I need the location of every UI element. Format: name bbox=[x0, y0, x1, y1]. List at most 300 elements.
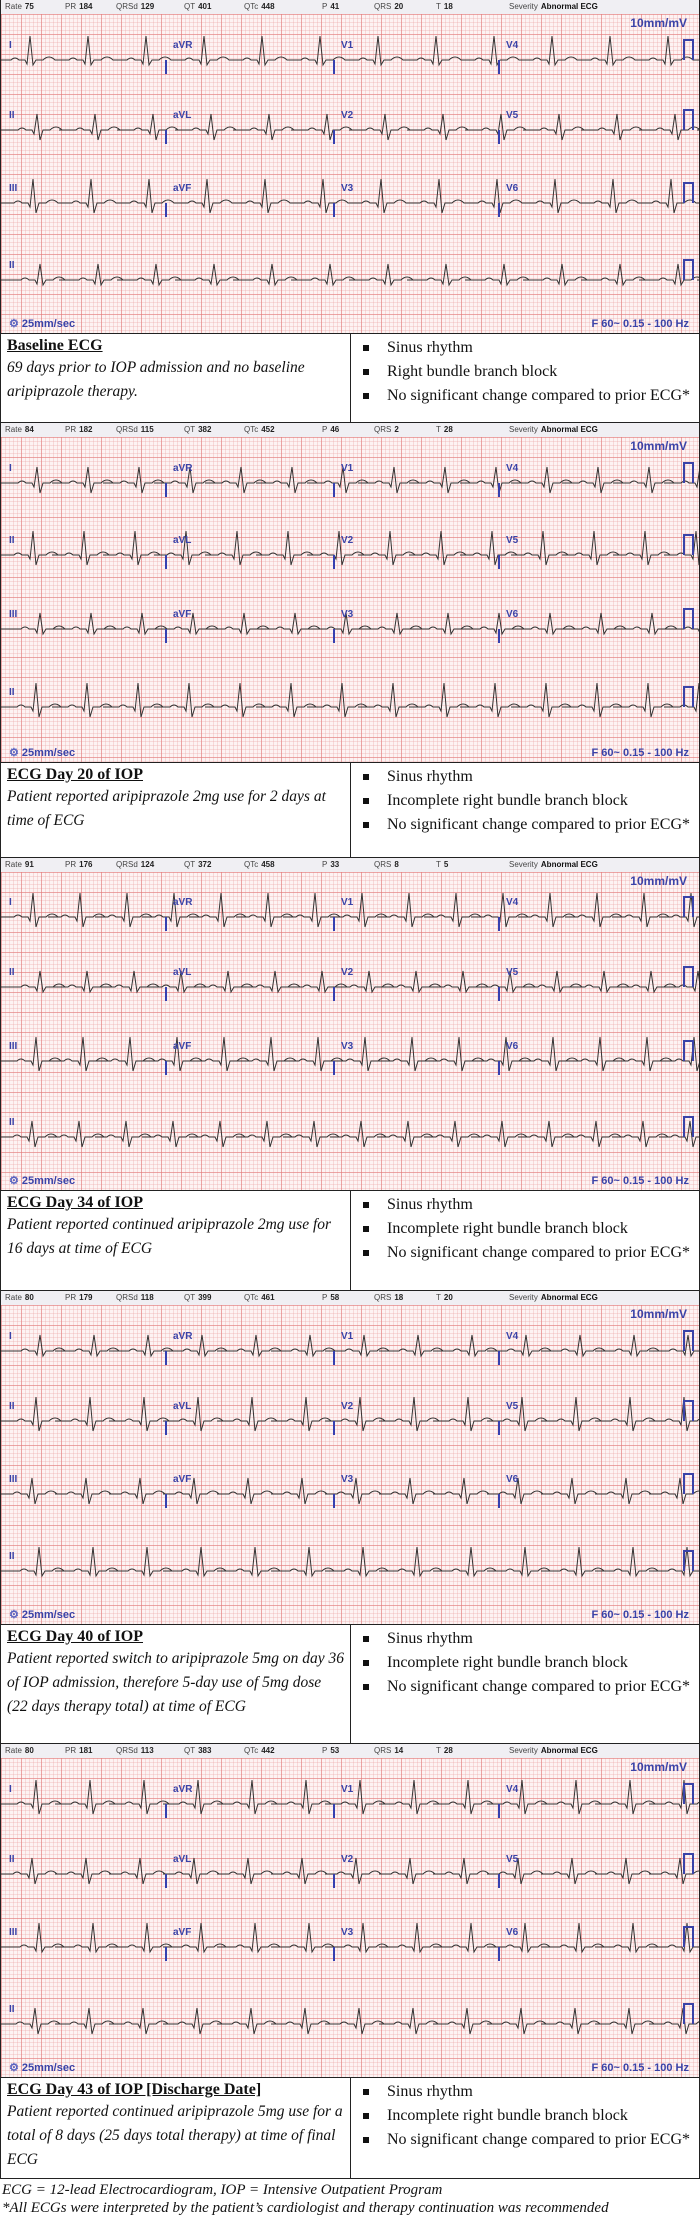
caption-description-cell bbox=[1, 1191, 351, 1290]
measurement-qrs bbox=[374, 860, 399, 869]
lead-label: II bbox=[9, 1401, 15, 1412]
lead-label: V5 bbox=[506, 1854, 519, 1865]
measurement-qrsd bbox=[116, 1293, 154, 1302]
calibration-pulse bbox=[684, 1474, 693, 1494]
measurement-value: 80 bbox=[24, 1293, 34, 1302]
lead-label: aVR bbox=[173, 897, 193, 908]
ecg-waveforms bbox=[1, 437, 699, 762]
lead-separator bbox=[165, 555, 167, 569]
square-bullet-icon bbox=[363, 1202, 369, 1208]
measurement-value: 18 bbox=[394, 1293, 404, 1302]
lead-label: V2 bbox=[341, 110, 354, 121]
measurement-value: 91 bbox=[24, 860, 34, 869]
lead-label: II bbox=[9, 1551, 15, 1562]
measurement-qrs bbox=[374, 2, 403, 11]
calibration-pulses bbox=[684, 1331, 693, 1571]
lead-label: II bbox=[9, 1117, 15, 1128]
ecg-strip bbox=[0, 1291, 700, 1624]
measurement-label: PR bbox=[65, 1746, 77, 1755]
lead-label: aVR bbox=[173, 463, 193, 474]
measurement-label: QRSd bbox=[116, 1746, 138, 1755]
measurement-qt bbox=[184, 2, 211, 11]
lead-separator bbox=[165, 1421, 167, 1435]
lead-separator bbox=[165, 917, 167, 931]
finding-text: No significant change compared to prior ECG* bbox=[387, 2131, 691, 2148]
lead-separator bbox=[165, 1874, 167, 1888]
measurement-pr bbox=[65, 1293, 92, 1302]
finding-text: Incomplete right bundle branch block bbox=[387, 1220, 628, 1237]
measurement-value: 46 bbox=[330, 425, 340, 434]
measurement-label: T bbox=[436, 1293, 441, 1302]
caption-description-cell bbox=[1, 1625, 351, 1743]
paper-speed-value: 25mm/sec bbox=[21, 318, 76, 330]
measurement-label: PR bbox=[65, 2, 77, 11]
lead-label: V3 bbox=[341, 1927, 354, 1938]
lead-separator bbox=[333, 917, 335, 931]
lead-label: V3 bbox=[341, 183, 354, 194]
lead-label: V4 bbox=[506, 897, 519, 908]
lead-label: III bbox=[9, 609, 18, 620]
ecg-description: Patient reported aripiprazole 2mg use for 2 days at time of ECG bbox=[7, 788, 326, 829]
lead-label: V1 bbox=[341, 897, 354, 908]
measurement-label: P bbox=[322, 1293, 328, 1302]
lead-label: I bbox=[9, 1331, 12, 1342]
lead-label: V4 bbox=[506, 1784, 519, 1795]
lead-separator bbox=[165, 203, 167, 217]
measurement-t bbox=[436, 1293, 453, 1302]
finding-item bbox=[361, 1241, 691, 1265]
caption-findings-cell bbox=[351, 2078, 699, 2178]
finding-text: No significant change compared to prior ECG* bbox=[387, 1678, 691, 1695]
ecg-measurements-bar bbox=[1, 0, 699, 15]
gain-label: 10mm/mV bbox=[630, 874, 687, 888]
measurement-label: P bbox=[322, 425, 328, 434]
lead-label: V2 bbox=[341, 967, 354, 978]
finding-text: Incomplete right bundle branch block bbox=[387, 1654, 628, 1671]
lead-label: V4 bbox=[506, 463, 519, 474]
lead-separator bbox=[165, 130, 167, 144]
measurement-rate bbox=[5, 425, 34, 434]
filter-setting: F 60~ 0.15 - 100 Hz bbox=[591, 1175, 689, 1187]
calibration-pulse bbox=[684, 260, 693, 280]
measurement-value: 182 bbox=[79, 425, 93, 434]
lead-separator bbox=[333, 1947, 335, 1961]
measurement-qtc bbox=[244, 1293, 275, 1302]
gain-label: 10mm/mV bbox=[630, 1760, 687, 1774]
measurement-label: Rate bbox=[5, 2, 22, 11]
lead-label: V3 bbox=[341, 609, 354, 620]
findings-list bbox=[361, 765, 691, 837]
gear-icon: ⚙ bbox=[9, 2062, 19, 2074]
ecg-title: ECG Day 34 of IOP bbox=[7, 1194, 143, 1211]
measurement-value: Abnormal ECG bbox=[540, 1293, 598, 1302]
square-bullet-icon bbox=[363, 369, 369, 375]
measurement-value: 448 bbox=[261, 2, 275, 11]
measurement-label: T bbox=[436, 860, 441, 869]
measurement-value: 184 bbox=[79, 2, 93, 11]
measurement-label: QRSd bbox=[116, 425, 138, 434]
measurement-severity bbox=[509, 2, 598, 11]
measurement-label: P bbox=[322, 2, 328, 11]
measurement-value: 115 bbox=[140, 425, 154, 434]
caption-findings-cell bbox=[351, 1191, 699, 1290]
calibration-pulse bbox=[684, 967, 693, 987]
finding-text: No significant change compared to prior ECG* bbox=[387, 1244, 691, 1261]
lead-label: V6 bbox=[506, 1041, 519, 1052]
measurement-label: PR bbox=[65, 860, 77, 869]
measurement-label: Severity bbox=[509, 1746, 538, 1755]
lead-label: I bbox=[9, 463, 12, 474]
lead-separator bbox=[165, 629, 167, 643]
calibration-pulses bbox=[684, 1784, 693, 2024]
lead-label: V2 bbox=[341, 1854, 354, 1865]
measurement-value: 181 bbox=[79, 1746, 93, 1755]
lead-separator bbox=[498, 1061, 500, 1075]
lead-label: aVF bbox=[173, 609, 192, 620]
gear-icon: ⚙ bbox=[9, 318, 19, 330]
ecg-strip bbox=[0, 423, 700, 762]
ecg-description: Patient reported continued aripiprazole 2mg use for 16 days at time of ECG bbox=[7, 1216, 332, 1257]
lead-label: aVL bbox=[173, 1401, 192, 1412]
lead-label: V2 bbox=[341, 535, 354, 546]
measurement-label: QT bbox=[184, 425, 196, 434]
lead-label: II bbox=[9, 110, 15, 121]
finding-text: Sinus rhythm bbox=[387, 1196, 473, 1213]
ecg-trace bbox=[1, 1121, 699, 1147]
ecg-trace bbox=[1, 1547, 699, 1576]
findings-list bbox=[361, 336, 691, 408]
finding-item bbox=[361, 1651, 691, 1675]
caption-findings-cell bbox=[351, 334, 699, 422]
measurement-label: QT bbox=[184, 1293, 196, 1302]
lead-separator bbox=[333, 203, 335, 217]
finding-item bbox=[361, 384, 691, 408]
lead-separator bbox=[498, 629, 500, 643]
lead-label: V1 bbox=[341, 1784, 354, 1795]
ecg-strip bbox=[0, 858, 700, 1190]
lead-separator bbox=[333, 629, 335, 643]
ecg-description: Patient reported continued aripiprazole 5mg use for a total of 8 days (25 days total therapy) at time of final ECG bbox=[7, 2103, 343, 2168]
lead-separator bbox=[165, 1804, 167, 1818]
measurement-qrsd bbox=[116, 2, 154, 11]
measurement-value: 14 bbox=[394, 1746, 404, 1755]
lead-label: V4 bbox=[506, 1331, 519, 1342]
measurement-pr bbox=[65, 2, 92, 11]
measurement-qrsd bbox=[116, 425, 154, 434]
lead-separator bbox=[498, 1351, 500, 1365]
measurement-qt bbox=[184, 860, 211, 869]
lead-separator bbox=[498, 555, 500, 569]
square-bullet-icon bbox=[363, 345, 369, 351]
measurement-qtc bbox=[244, 425, 275, 434]
paper-speed-value: 25mm/sec bbox=[21, 747, 76, 759]
lead-label: V3 bbox=[341, 1474, 354, 1485]
finding-text: Incomplete right bundle branch block bbox=[387, 2107, 628, 2124]
square-bullet-icon bbox=[363, 393, 369, 399]
lead-separator bbox=[498, 1421, 500, 1435]
calibration-pulses bbox=[684, 463, 693, 707]
finding-text: No significant change compared to prior ECG* bbox=[387, 387, 691, 404]
paper-speed bbox=[9, 1174, 75, 1187]
gear-icon: ⚙ bbox=[9, 1609, 19, 1621]
calibration-pulse bbox=[684, 535, 693, 555]
caption-findings-cell bbox=[351, 763, 699, 857]
measurement-pr bbox=[65, 860, 92, 869]
measurement-label: QTc bbox=[244, 425, 259, 434]
ecg-description: 69 days prior to IOP admission and no baseline aripiprazole therapy. bbox=[7, 359, 305, 400]
ecg-title: Baseline ECG bbox=[7, 337, 103, 354]
footnote-line: *All ECGs were interpreted by the patient’s cardiologist and therapy continuation was recommended bbox=[2, 2200, 609, 2216]
lead-separator bbox=[498, 483, 500, 497]
lead-separator bbox=[165, 1351, 167, 1365]
measurement-severity bbox=[509, 425, 598, 434]
ecg-trace bbox=[1, 2008, 699, 2034]
lead-label: aVL bbox=[173, 967, 192, 978]
ecg-measurements-bar bbox=[1, 1291, 699, 1306]
finding-text: Sinus rhythm bbox=[387, 768, 473, 785]
measurement-qrs bbox=[374, 425, 399, 434]
lead-label: V6 bbox=[506, 1927, 519, 1938]
ecg-measurements-bar bbox=[1, 1744, 699, 1759]
measurement-value: 84 bbox=[24, 425, 34, 434]
lead-label: III bbox=[9, 1041, 18, 1052]
measurement-p bbox=[322, 860, 339, 869]
lead-label: aVF bbox=[173, 1474, 192, 1485]
finding-text: Sinus rhythm bbox=[387, 339, 473, 356]
finding-item bbox=[361, 789, 691, 813]
lead-separator bbox=[165, 1494, 167, 1508]
measurement-rate bbox=[5, 2, 34, 11]
measurement-value: 75 bbox=[24, 2, 34, 11]
square-bullet-icon bbox=[363, 2137, 369, 2143]
measurement-value: 28 bbox=[443, 425, 453, 434]
measurement-label: QRSd bbox=[116, 1293, 138, 1302]
measurement-value: 118 bbox=[140, 1293, 154, 1302]
lead-label: aVL bbox=[173, 535, 192, 546]
square-bullet-icon bbox=[363, 774, 369, 780]
lead-label: III bbox=[9, 183, 18, 194]
lead-separator bbox=[165, 987, 167, 1001]
lead-label: III bbox=[9, 1927, 18, 1938]
measurement-label: QRSd bbox=[116, 860, 138, 869]
ecg-caption-row bbox=[0, 762, 700, 858]
measurement-rate bbox=[5, 1293, 34, 1302]
lead-label: V5 bbox=[506, 967, 519, 978]
paper-speed bbox=[9, 2061, 75, 2074]
ecg-grid bbox=[1, 1758, 699, 2077]
measurement-qrsd bbox=[116, 1746, 154, 1755]
ecg-caption-row bbox=[0, 1190, 700, 1291]
caption-description-cell bbox=[1, 334, 351, 422]
square-bullet-icon bbox=[363, 1226, 369, 1232]
lead-label: V6 bbox=[506, 183, 519, 194]
lead-label: II bbox=[9, 260, 15, 271]
paper-speed-value: 25mm/sec bbox=[21, 1609, 76, 1621]
lead-label: V1 bbox=[341, 40, 354, 51]
ecg-caption-row bbox=[0, 333, 700, 423]
finding-text: Right bundle branch block bbox=[387, 363, 558, 380]
measurement-label: Rate bbox=[5, 1746, 22, 1755]
lead-separator bbox=[333, 987, 335, 1001]
footnotes bbox=[0, 2181, 700, 2217]
ecg-caption-row bbox=[0, 2077, 700, 2179]
measurement-label: QTc bbox=[244, 2, 259, 11]
measurement-value: Abnormal ECG bbox=[540, 425, 598, 434]
measurement-p bbox=[322, 1746, 339, 1755]
measurement-value: 41 bbox=[330, 2, 340, 11]
lead-separator bbox=[333, 1804, 335, 1818]
gain-label: 10mm/mV bbox=[630, 439, 687, 453]
filter-setting: F 60~ 0.15 - 100 Hz bbox=[591, 318, 689, 330]
ecg-trace bbox=[1, 683, 699, 717]
lead-label: V6 bbox=[506, 609, 519, 620]
lead-separator bbox=[333, 483, 335, 497]
measurement-value: Abnormal ECG bbox=[540, 2, 598, 11]
lead-label: I bbox=[9, 1784, 12, 1795]
measurement-label: P bbox=[322, 860, 328, 869]
lead-separator bbox=[498, 60, 500, 74]
measurement-value: 129 bbox=[140, 2, 155, 11]
square-bullet-icon bbox=[363, 822, 369, 828]
ecg-strip bbox=[0, 1744, 700, 2077]
ecg-grid bbox=[1, 872, 699, 1190]
ecg-title: ECG Day 43 of IOP [Discharge Date] bbox=[7, 2081, 262, 2098]
finding-item bbox=[361, 336, 691, 360]
lead-label: V5 bbox=[506, 1401, 519, 1412]
square-bullet-icon bbox=[363, 1636, 369, 1642]
measurement-qtc bbox=[244, 1746, 275, 1755]
measurement-value: 401 bbox=[198, 2, 212, 11]
calibration-pulse bbox=[684, 609, 693, 629]
ecg-measurements-bar bbox=[1, 858, 699, 873]
measurement-value: 458 bbox=[261, 860, 275, 869]
measurement-p bbox=[322, 1293, 339, 1302]
measurement-label: QRS bbox=[374, 860, 392, 869]
measurement-severity bbox=[509, 860, 598, 869]
measurement-value: 18 bbox=[443, 2, 453, 11]
square-bullet-icon bbox=[363, 2089, 369, 2095]
lead-label: V5 bbox=[506, 110, 519, 121]
filter-setting: F 60~ 0.15 - 100 Hz bbox=[591, 747, 689, 759]
lead-label: II bbox=[9, 967, 15, 978]
measurement-label: Rate bbox=[5, 1293, 22, 1302]
square-bullet-icon bbox=[363, 798, 369, 804]
measurement-value: 179 bbox=[79, 1293, 93, 1302]
measurement-label: QT bbox=[184, 2, 196, 11]
finding-item bbox=[361, 1627, 691, 1651]
calibration-pulse bbox=[684, 2004, 693, 2024]
calibration-pulse bbox=[684, 463, 693, 483]
square-bullet-icon bbox=[363, 1684, 369, 1690]
lead-separator bbox=[498, 987, 500, 1001]
square-bullet-icon bbox=[363, 1660, 369, 1666]
lead-label: aVR bbox=[173, 1784, 193, 1795]
measurement-label: QT bbox=[184, 1746, 196, 1755]
ecg-grid bbox=[1, 437, 699, 762]
measurement-label: QRS bbox=[374, 425, 392, 434]
measurement-label: P bbox=[322, 1746, 328, 1755]
ecg-grid bbox=[1, 14, 699, 333]
lead-label: aVF bbox=[173, 183, 192, 194]
filter-setting: F 60~ 0.15 - 100 Hz bbox=[591, 2062, 689, 2074]
lead-separator bbox=[498, 1494, 500, 1508]
measurement-value: 28 bbox=[443, 1746, 453, 1755]
lead-separator bbox=[333, 1494, 335, 1508]
lead-label: II bbox=[9, 535, 15, 546]
measurement-qt bbox=[184, 1293, 211, 1302]
finding-item bbox=[361, 360, 691, 384]
ecg-waveforms bbox=[1, 14, 699, 333]
square-bullet-icon bbox=[363, 1250, 369, 1256]
measurement-label: Severity bbox=[509, 860, 538, 869]
measurement-label: PR bbox=[65, 1293, 77, 1302]
lead-separator bbox=[498, 917, 500, 931]
ecg-waveforms bbox=[1, 1758, 699, 2077]
finding-item bbox=[361, 1217, 691, 1241]
measurement-qtc bbox=[244, 2, 275, 11]
measurement-value: 80 bbox=[24, 1746, 34, 1755]
lead-separator bbox=[333, 60, 335, 74]
measurement-value: 442 bbox=[261, 1746, 275, 1755]
measurement-value: Abnormal ECG bbox=[540, 1746, 598, 1755]
findings-list bbox=[361, 1627, 691, 1699]
calibration-pulse bbox=[684, 1854, 693, 1874]
lead-label: II bbox=[9, 2004, 15, 2015]
measurement-value: 8 bbox=[394, 860, 399, 869]
ecg-description: Patient reported switch to aripiprazole 5mg on day 36 of IOP admission, therefore 5-day use of 5mg dose (22 days therapy total) at time of ECG bbox=[7, 1650, 344, 1715]
lead-label: aVF bbox=[173, 1927, 192, 1938]
paper-speed-value: 25mm/sec bbox=[21, 1175, 76, 1187]
measurement-value: 176 bbox=[79, 860, 93, 869]
lead-label: V1 bbox=[341, 463, 354, 474]
gain-label: 10mm/mV bbox=[630, 1307, 687, 1321]
findings-list bbox=[361, 1193, 691, 1265]
measurement-label: QT bbox=[184, 860, 196, 869]
lead-label: III bbox=[9, 1474, 18, 1485]
measurement-p bbox=[322, 425, 339, 434]
finding-item bbox=[361, 2128, 691, 2152]
calibration-pulse bbox=[684, 687, 693, 707]
finding-item bbox=[361, 813, 691, 837]
ecg-strip bbox=[0, 0, 700, 333]
measurement-label: T bbox=[436, 2, 441, 11]
finding-text: No significant change compared to prior ECG* bbox=[387, 816, 691, 833]
measurement-rate bbox=[5, 1746, 34, 1755]
finding-item bbox=[361, 765, 691, 789]
measurement-label: Rate bbox=[5, 425, 22, 434]
measurement-value: 399 bbox=[198, 1293, 212, 1302]
measurement-qtc bbox=[244, 860, 275, 869]
measurement-qrs bbox=[374, 1746, 403, 1755]
measurement-label: QRSd bbox=[116, 2, 138, 11]
measurement-value: 20 bbox=[394, 2, 404, 11]
paper-speed-value: 25mm/sec bbox=[21, 2062, 76, 2074]
paper-speed bbox=[9, 317, 75, 330]
ecg-measurements-bar bbox=[1, 423, 699, 438]
measurement-t bbox=[436, 1746, 453, 1755]
ecg-waveforms bbox=[1, 1305, 699, 1624]
lead-separator bbox=[498, 1874, 500, 1888]
measurement-qrsd bbox=[116, 860, 154, 869]
lead-label: I bbox=[9, 40, 12, 51]
lead-separator bbox=[165, 60, 167, 74]
measurement-value: 20 bbox=[443, 1293, 453, 1302]
measurement-qt bbox=[184, 1746, 211, 1755]
lead-label: I bbox=[9, 897, 12, 908]
gear-icon: ⚙ bbox=[9, 1175, 19, 1187]
finding-text: Incomplete right bundle branch block bbox=[387, 792, 628, 809]
measurement-value: 53 bbox=[330, 1746, 340, 1755]
